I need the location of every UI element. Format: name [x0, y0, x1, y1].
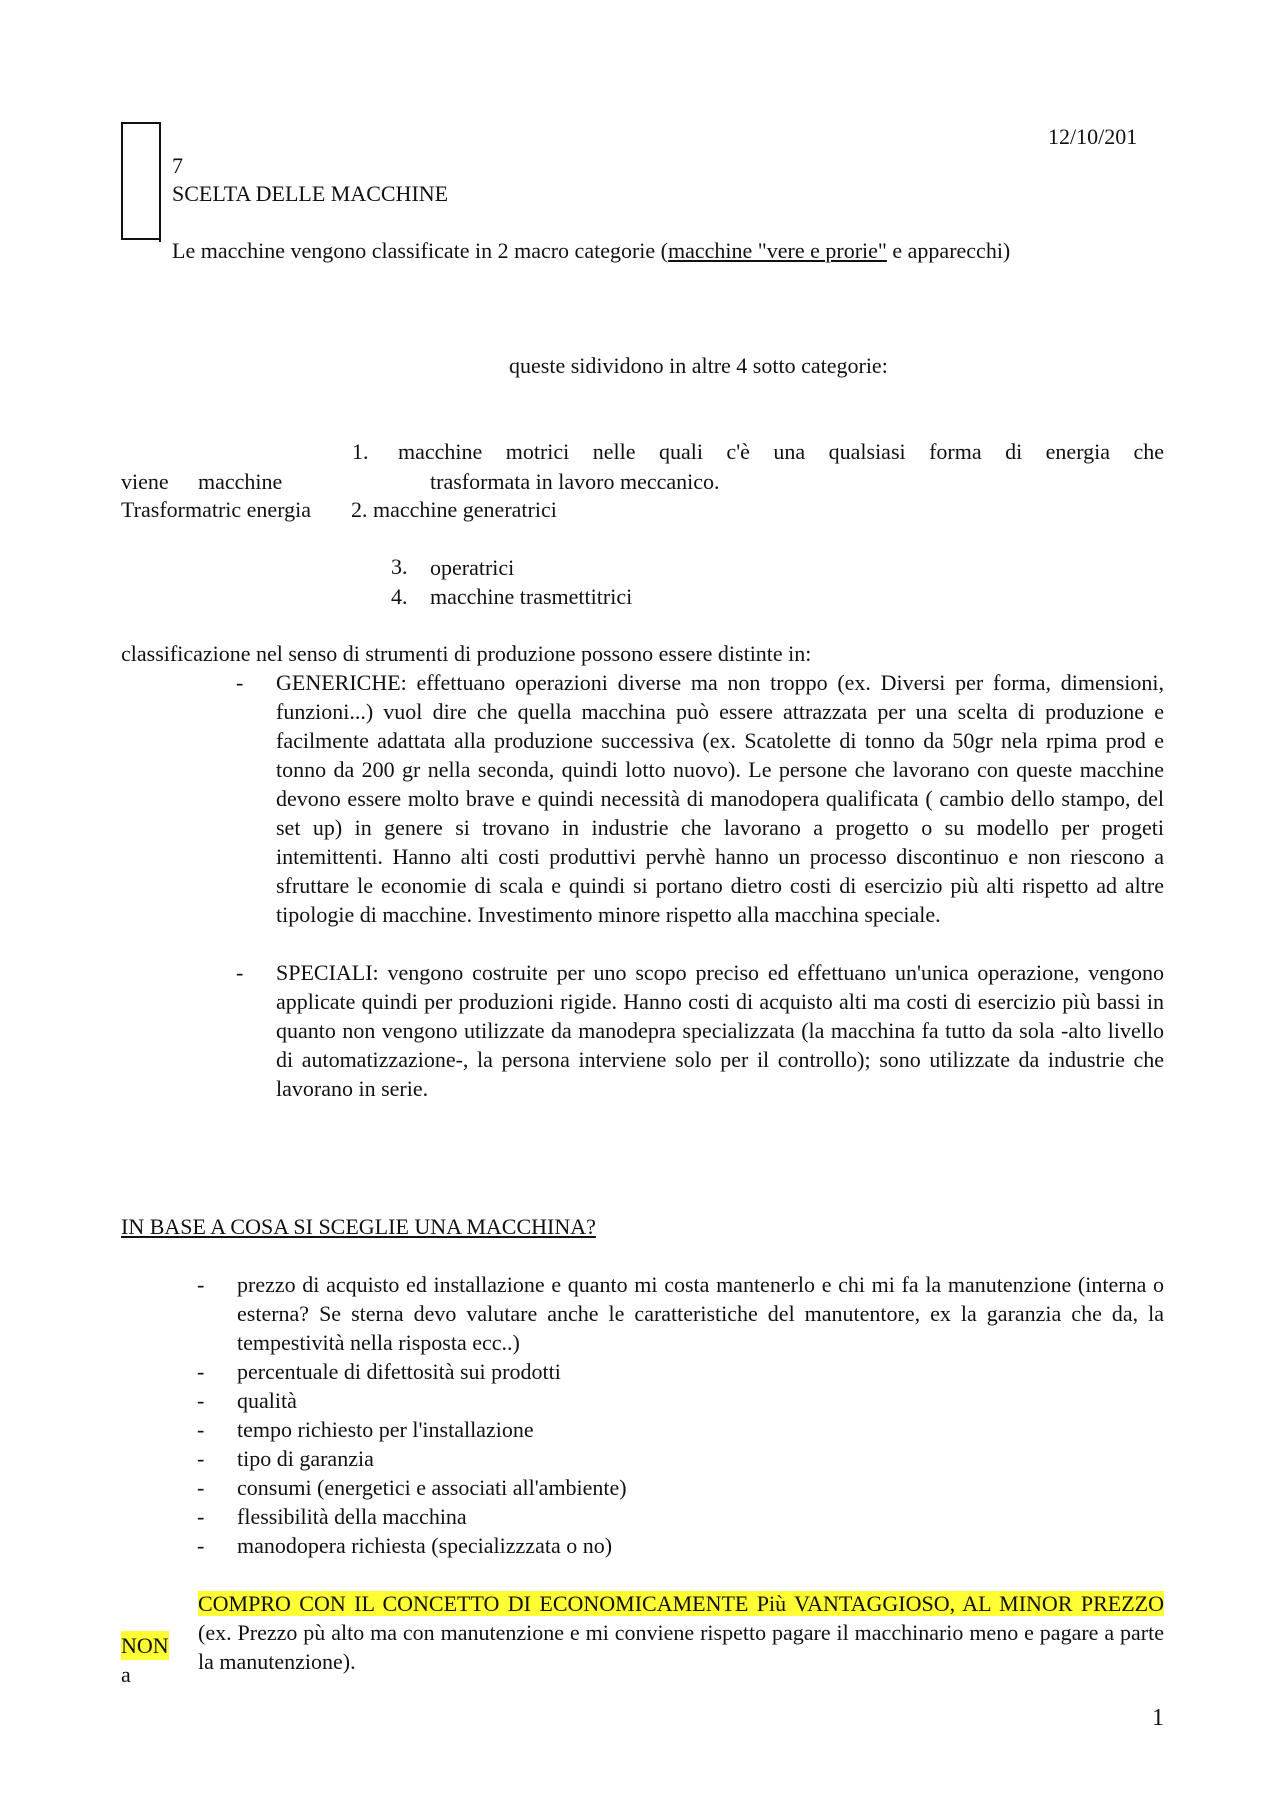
bracket-box-icon	[121, 122, 161, 240]
dash-bullet: -	[236, 960, 244, 985]
conclusion-rest: (ex. Prezzo pù alto ma con manutenzione e mi conviene rispetto pagare il macchinario meno e pagare a parte la manutenzione).	[198, 1620, 1164, 1674]
list-item	[197, 1415, 1164, 1444]
dash-bullet: -	[197, 1533, 205, 1558]
type-speciali-text: SPECIALI: vengono costruite per uno scopo preciso ed effettuano un'unica operazione, vengono applicate quindi per produzioni rigide. Hanno costi di acquisto alti ma costi di esercizio più bassi in quanto non vengono utilizzate da manodepra specializzata (la macchina fa tutto da sola -alto livello di automatizzazione-, la persona interviene solo per il controllo); sono utilizzate da industrie che lavorano in serie.	[276, 960, 1164, 1101]
section-heading: IN BASE A COSA SI SCEGLIE UNA MACCHINA?	[121, 1214, 596, 1239]
dash-bullet: -	[197, 1504, 205, 1529]
item3-number: 3.	[391, 554, 408, 579]
left-note-viene: viene	[121, 469, 169, 494]
conclusion-highlight: COMPRO CON IL CONCETTO DI ECONOMICAMENTE Più VANTAGGIOSO, AL MINOR PREZZO	[198, 1591, 1164, 1616]
criterion-text: percentuale di difettosità sui prodotti	[237, 1359, 561, 1384]
item4-number: 4.	[391, 584, 408, 609]
item3: operatrici	[430, 555, 515, 580]
date-overflow: 7	[172, 153, 183, 178]
left-note-trasformatric: Trasformatric energia	[121, 497, 311, 522]
list-item	[197, 1444, 1164, 1473]
classification-intro: classificazione nel senso di strumenti di produzione possono essere distinte in:	[121, 641, 812, 666]
type-speciali	[236, 958, 1164, 1103]
left-note-macchine: macchine	[198, 469, 283, 494]
side-note-a: a	[121, 1662, 131, 1687]
intro-underlined: macchine "vere e prorie"	[668, 238, 887, 263]
item2: 2. macchine generatrici	[351, 497, 557, 522]
page-number: 1	[1152, 1705, 1164, 1731]
conclusion-paragraph	[198, 1589, 1164, 1676]
item1-number: 1.	[352, 439, 369, 464]
dash-bullet: -	[236, 670, 244, 695]
list-item	[197, 1502, 1164, 1531]
intro-text-before: Le macchine vengono classificate in 2 macro categorie (	[172, 238, 668, 263]
list-item	[197, 1473, 1164, 1502]
item1-line1: macchine motrici nelle quali c'è una qualsiasi forma di energia che	[398, 439, 1164, 464]
criterion-text: tempo richiesto per l'installazione	[237, 1417, 534, 1442]
criterion-text: flessibilità della macchina	[237, 1504, 467, 1529]
dash-bullet: -	[197, 1272, 205, 1297]
criterion-text: manodopera richiesta (specializzzata o no)	[237, 1533, 613, 1558]
list-item	[197, 1531, 1164, 1560]
list-item	[197, 1357, 1164, 1386]
intro-text-after: e apparecchi)	[886, 238, 1011, 263]
criterion-text: qualità	[237, 1388, 297, 1413]
criterion-text: tipo di garanzia	[237, 1446, 374, 1471]
dash-bullet: -	[197, 1388, 205, 1413]
criterion-text: prezzo di acquisto ed installazione e quanto mi costa mantenerlo e chi mi fa la manutenzione (interna o esterna? Se sterna devo valutare anche le caratteristiche del manutentore, ex la garanzia che da, la tempestività nella risposta ecc..)	[237, 1272, 1164, 1355]
document-date: 12/10/201	[1048, 124, 1138, 149]
side-note-non: NON	[121, 1633, 169, 1658]
type-generiche	[236, 668, 1164, 929]
criterion-text: consumi (energetici e associati all'ambiente)	[237, 1475, 627, 1500]
dash-bullet: -	[197, 1359, 205, 1384]
list-item	[197, 1270, 1164, 1357]
list-item	[197, 1386, 1164, 1415]
intro-paragraph	[121, 236, 1164, 265]
item1-line2: trasformata in lavoro meccanico.	[430, 469, 720, 494]
subcategories-line: queste sidividono in altre 4 sotto categorie:	[509, 353, 888, 378]
page-title: SCELTA DELLE MACCHINE	[172, 181, 449, 206]
machine-types-list	[236, 668, 1164, 1103]
dash-bullet: -	[197, 1417, 205, 1442]
dash-bullet: -	[197, 1475, 205, 1500]
type-generiche-text: GENERICHE: effettuano operazioni diverse ma non troppo (ex. Diversi per forma, dimensioni, funzioni...) vuol dire che quella macchina può essere attrazzata per una scelta di produzione e facilmente adattata alla produzione successiva (ex. Scatolette di tonno da 50gr nela rpima prod e tonno da 200 gr nella seconda, quindi lotto nuovo). Le persone che lavorano con queste macchine devono essere molto brave e quindi necessità di manodopera qualificata ( cambio dello stampo, del set up) in genere si trovano in industrie che lavorano a progetto o su modello per progeti intemittenti. Hanno alti costi produttivi pervhè hanno un processo discontinuo e non riescono a sfruttare le economie di scala e quindi si portano dietro costi di esercizio più alti rispetto ad altre tipologie di macchine. Investimento minore rispetto alla macchina speciale.	[276, 670, 1164, 927]
dash-bullet: -	[197, 1446, 205, 1471]
criteria-list	[197, 1270, 1164, 1560]
item4: macchine trasmettitrici	[430, 584, 633, 609]
